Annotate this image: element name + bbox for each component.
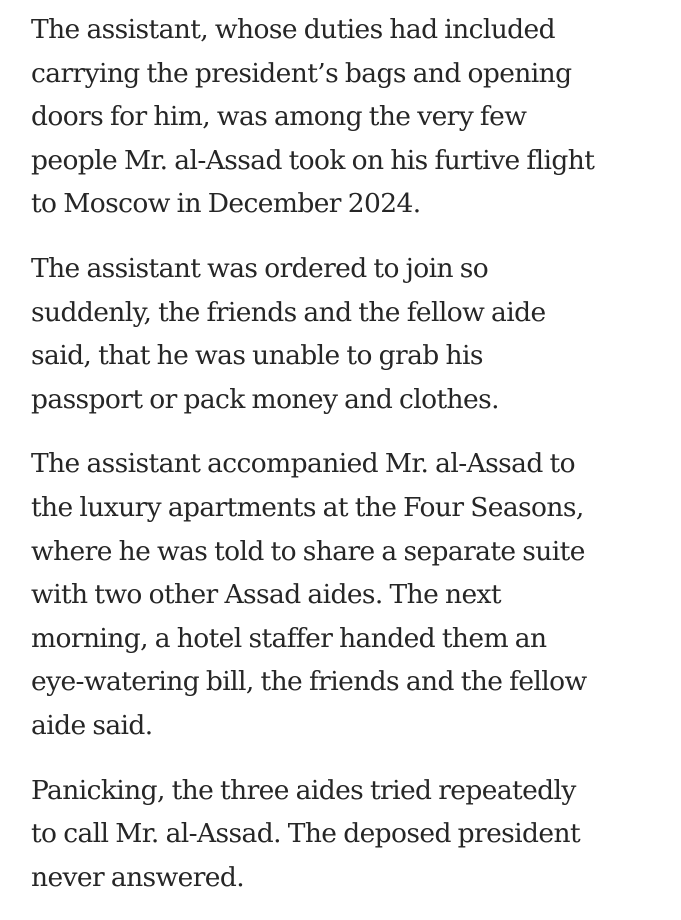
paragraph-1 [31,8,671,226]
text-line: said, that he was unable to grab his [31,340,483,372]
article-body [31,8,671,920]
text-line: to Moscow in December 2024. [31,188,421,220]
text-line: doors for him, was among the very few [31,101,527,133]
text-line: to call Mr. al-Assad. The deposed president [31,818,580,850]
text-line: carrying the president’s bags and opening [31,57,572,89]
text-line: passport or pack money and clothes. [31,383,499,415]
text-line: with two other Assad aides. The next [31,579,501,611]
text-line: Panicking, the three aides tried repeatedly [31,774,576,806]
text-line: The assistant, whose duties had included [31,14,555,45]
text-line: where he was told to share a separate suite [31,535,585,567]
text-line: aide said. [31,709,153,741]
paragraph-2 [31,247,671,421]
text-line: The assistant was ordered to join so [31,252,489,284]
text-line: morning, a hotel staffer handed them an [31,622,547,654]
text-line: people Mr. al-Assad took on his furtive flight [31,144,595,176]
text-line: suddenly, the friends and the fellow aide [31,296,546,328]
paragraph-3 [31,442,671,747]
text-line: the luxury apartments at the Four Seasons, [31,491,584,523]
text-line: eye-watering bill, the friends and the fellow [31,666,587,698]
text-line: never answered. [31,861,245,893]
text-line: The assistant accompanied Mr. al-Assad to [31,448,575,480]
paragraph-4 [31,769,671,900]
